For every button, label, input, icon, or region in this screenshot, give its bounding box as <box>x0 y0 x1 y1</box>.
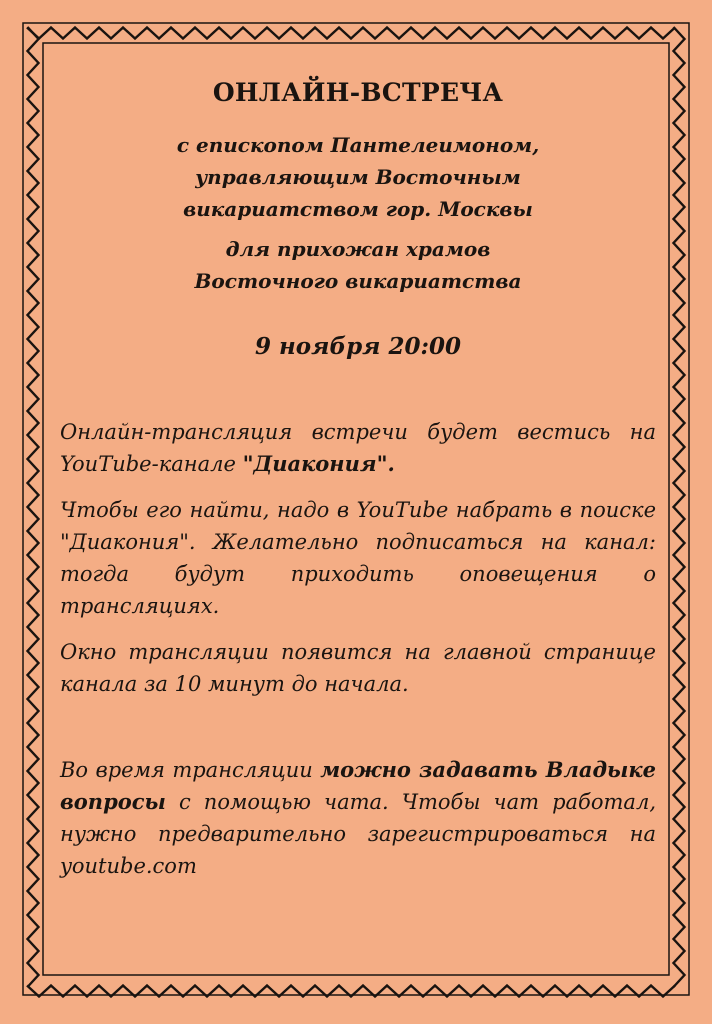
chat-text-a: Во время трансляции <box>60 758 321 782</box>
host-line-2: управляющим Восточным <box>195 165 521 189</box>
broadcast-info-text: Онлайн-трансляция встречи будет вестись на YouTube-канале <box>60 420 656 476</box>
event-title: ОНЛАЙН-ВСТРЕЧА <box>212 78 504 107</box>
audience-line-2: Восточного викариатства <box>194 269 522 293</box>
audience-line-1: для прихожан храмов <box>225 237 491 261</box>
host-description <box>60 129 656 225</box>
audience-description <box>60 233 656 297</box>
search-instructions-paragraph: Чтобы его найти, надо в YouTube набрать в поиске "Диакония". Желательно подписаться на канал: тогда будут приходить оповещения о трансляциях. <box>60 498 656 618</box>
chat-text-b: с помощью чата. Чтобы чат работал, нужно предварительно зарегистрироваться на youtube.com <box>60 790 656 878</box>
ornament-zigzag <box>27 28 675 39</box>
event-date: 9 ноября 20:00 <box>255 333 461 360</box>
chat-questions-bold: можно задавать Владыке вопросы <box>60 757 656 814</box>
host-line-1: с епископом Пантелеимоном, <box>176 133 540 157</box>
chat-questions-paragraph <box>60 754 656 882</box>
host-line-3: викариатством гор. Москвы <box>183 197 533 221</box>
ornament-zigzag <box>674 27 685 987</box>
flyer-content <box>60 78 656 882</box>
broadcast-info-paragraph <box>60 416 656 480</box>
channel-name: "Диакония". <box>242 451 395 476</box>
stream-window-paragraph: Окно трансляции появится на главной странице канала за 10 минут до начала. <box>60 640 656 696</box>
ornament-zigzag <box>28 27 39 987</box>
